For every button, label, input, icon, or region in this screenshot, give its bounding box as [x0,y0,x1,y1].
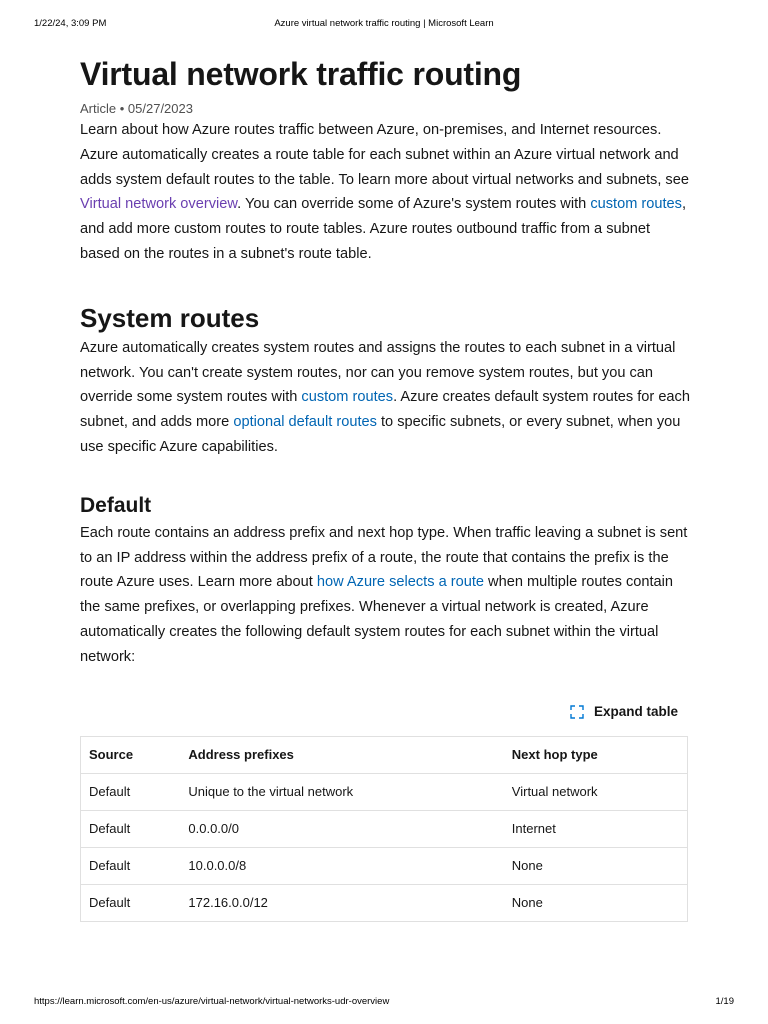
custom-routes-link[interactable]: custom routes [590,196,682,213]
cell-next-hop-type: None [504,847,688,884]
system-routes-text-1: Azure automatically creates system routes and assigns the routes to each subnet in a virtual network. You can't create system routes, nor can you remove system routes, but you can override some system routes with [80,339,676,406]
default-paragraph [80,521,690,670]
cell-source: Default [81,847,181,884]
print-url: https://learn.microsoft.com/en-us/azure/virtual-network/virtual-networks-udr-overview [34,996,390,1007]
default-heading: Default [80,493,152,517]
intro-paragraph [80,118,690,267]
print-page-number: 1/19 [715,996,734,1007]
page-title: Virtual network traffic routing [80,56,522,92]
default-routes-table [80,736,688,922]
table-row [81,847,688,884]
table-row [81,773,688,810]
system-routes-paragraph [80,336,690,460]
meta-separator: • [116,101,128,116]
article-content [80,52,690,922]
column-header-source: Source [81,736,181,773]
expand-icon [570,705,584,719]
article-date: 05/27/2023 [127,101,193,116]
article-type: Article [80,101,117,116]
cell-next-hop-type: None [504,884,688,921]
virtual-network-overview-link[interactable]: Virtual network overview [80,196,238,213]
default-text-1: Each route contains an address prefix and next hop type. When traffic leaving a subnet is sent to an IP address within the address prefix of a route, the route that contains the prefix is the route Azure uses. Learn more about [80,524,688,591]
print-header [34,18,734,32]
intro-text-2: . You can override some of Azure's system routes with [237,196,591,213]
cell-next-hop-type: Virtual network [504,773,688,810]
expand-table-label: Expand table [593,704,678,720]
cell-next-hop-type: Internet [504,810,688,847]
column-header-next-hop-type: Next hop type [504,736,688,773]
print-datetime: 1/22/24, 3:09 PM [34,18,107,29]
article-meta [80,100,690,118]
system-routes-heading: System routes [80,302,260,333]
default-text-2: when multiple routes contain the same prefixes, or overlapping prefixes. Whenever a virtual network is created, Azure automatically creates the following default system routes for each subnet within the virtual network: [80,574,674,665]
cell-address-prefix: 172.16.0.0/12 [180,884,503,921]
system-routes-text-3: to specific subnets, or every subnet, when you use specific Azure capabilities. [80,414,681,455]
how-azure-selects-route-link[interactable]: how Azure selects a route [316,574,484,591]
column-header-address-prefixes: Address prefixes [180,736,503,773]
intro-text-1: Learn about how Azure routes traffic between Azure, on-premises, and Internet resources. Azure automatically creates a route table for each subnet within an Azure virtual network and adds system default routes to the table. To learn more about virtual networks and subnets, see [80,122,689,188]
table-header-row [81,736,688,773]
table-row [81,810,688,847]
optional-default-routes-link[interactable]: optional default routes [233,414,377,431]
cell-source: Default [81,884,181,921]
cell-address-prefix: 10.0.0.0/8 [180,847,503,884]
print-document-title: Azure virtual network traffic routing | Microsoft Learn [274,18,494,29]
intro-text-3: , and add more custom routes to route tables. Azure routes outbound traffic from a subnet based on the routes in a subnet's route table. [80,196,687,262]
cell-address-prefix: Unique to the virtual network [180,773,503,810]
table-toolbar [80,700,690,724]
expand-table-button[interactable] [570,704,678,719]
cell-source: Default [81,810,181,847]
system-routes-text-2: . Azure creates default system routes for each subnet, and adds more [80,389,690,431]
cell-source: Default [81,773,181,810]
custom-routes-link-2[interactable]: custom routes [301,389,394,406]
print-footer [34,996,734,1010]
table-row [81,884,688,921]
cell-address-prefix: 0.0.0.0/0 [180,810,503,847]
